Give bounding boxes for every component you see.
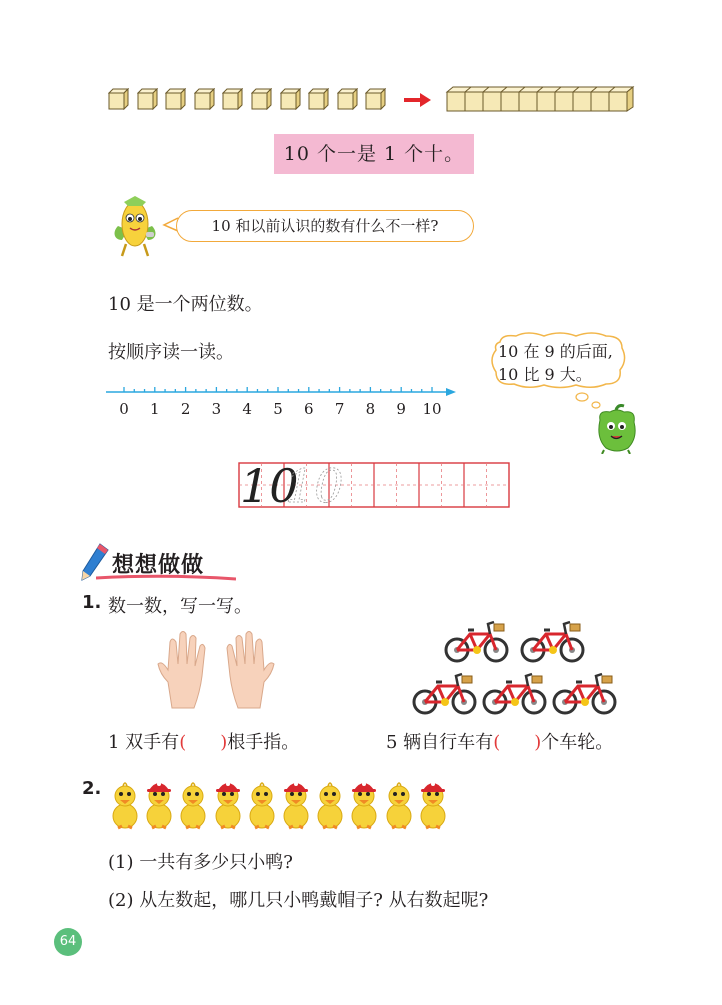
tick-label: 4 [242, 400, 252, 418]
exercise-1-number: 1. [82, 592, 102, 613]
unit-cube [308, 88, 329, 110]
duckling-with-hat-icon [211, 776, 245, 832]
pepper-bubble-text [498, 340, 613, 386]
tick-label: 2 [180, 400, 191, 418]
section-title: 想想做做 [112, 553, 205, 578]
pepper-character-icon [594, 404, 640, 454]
duckling-icon [245, 776, 279, 832]
exercise-2-number: 2. [82, 778, 102, 799]
ten-rod [445, 86, 635, 112]
bicycle-icon [552, 670, 618, 716]
tick-label: 1 [150, 400, 160, 418]
writing-practice-grid [238, 462, 510, 508]
tick-label: 3 [211, 400, 222, 418]
exercise-1-right-answer [386, 728, 613, 754]
fingers-question: 1 双手有 [108, 732, 180, 753]
unit-cube [365, 88, 386, 110]
unit-cube [108, 88, 129, 110]
fingers-question-end: 根手指。 [227, 732, 300, 753]
wheels-paren-open: ( [493, 732, 501, 753]
fingers-paren-close: ) [220, 732, 228, 753]
tick-label: 5 [273, 400, 283, 418]
tick-label: 7 [334, 400, 345, 418]
duckling-icon [382, 776, 416, 832]
two-digit-statement: 10 是一个两位数。 [108, 294, 263, 315]
number-line [104, 382, 460, 402]
read-in-order-instruction: 按顺序读一读。 [108, 342, 234, 363]
bicycle-icon [520, 618, 586, 664]
tick-label: 0 [119, 400, 129, 418]
duckling-with-hat-icon [279, 776, 313, 832]
duckling-icon [313, 776, 347, 832]
tick-label: 8 [365, 400, 376, 418]
pepper-bubble-line1: 10 在 9 的后面, [498, 342, 613, 361]
bicycle-icon [482, 670, 548, 716]
arrow-right-icon [404, 92, 432, 108]
wheels-question-end: 个车轮。 [541, 732, 614, 753]
tick-label: 9 [396, 400, 406, 418]
unit-cube [251, 88, 272, 110]
pepper-bubble-line2: 10 比 9 大。 [498, 365, 592, 384]
unit-cube [222, 88, 243, 110]
corn-speech-bubble: 10 和以前认识的数有什么不一样? [176, 210, 474, 242]
exercise-1-prompt: 数一数，写一写。 [108, 596, 252, 617]
hands-icon [154, 630, 278, 710]
wheels-paren-close: ) [534, 732, 542, 753]
exercise-2-question-2: (2) 从左数起，哪几只小鸭戴帽子? 从右数起呢? [108, 890, 489, 911]
unit-cube [137, 88, 158, 110]
bicycle-icon [412, 670, 478, 716]
wheels-question: 5 辆自行车有 [386, 732, 494, 753]
exercise-1-left-answer [108, 728, 299, 754]
unit-cube [165, 88, 186, 110]
duckling-icon [108, 776, 142, 832]
duckling-with-hat-icon [142, 776, 176, 832]
tick-label: 10 [422, 400, 442, 418]
corn-character-icon [112, 196, 158, 260]
fingers-paren-open: ( [179, 732, 187, 753]
duckling-icon [176, 776, 210, 832]
unit-cube [280, 88, 301, 110]
writing-trace: 10 [285, 462, 344, 508]
exercise-2-question-1: (1) 一共有多少只小鸭? [108, 852, 293, 873]
writing-sample: 10 [240, 462, 299, 508]
duckling-with-hat-icon [416, 776, 450, 832]
unit-cube [194, 88, 215, 110]
unit-cube [337, 88, 358, 110]
duckling-with-hat-icon [347, 776, 381, 832]
tick-label: 6 [304, 400, 314, 418]
ten-ones-statement: 10 个一是 1 个十。 [274, 134, 474, 174]
page-number: 64 [54, 928, 82, 956]
bicycle-icon [444, 618, 510, 664]
